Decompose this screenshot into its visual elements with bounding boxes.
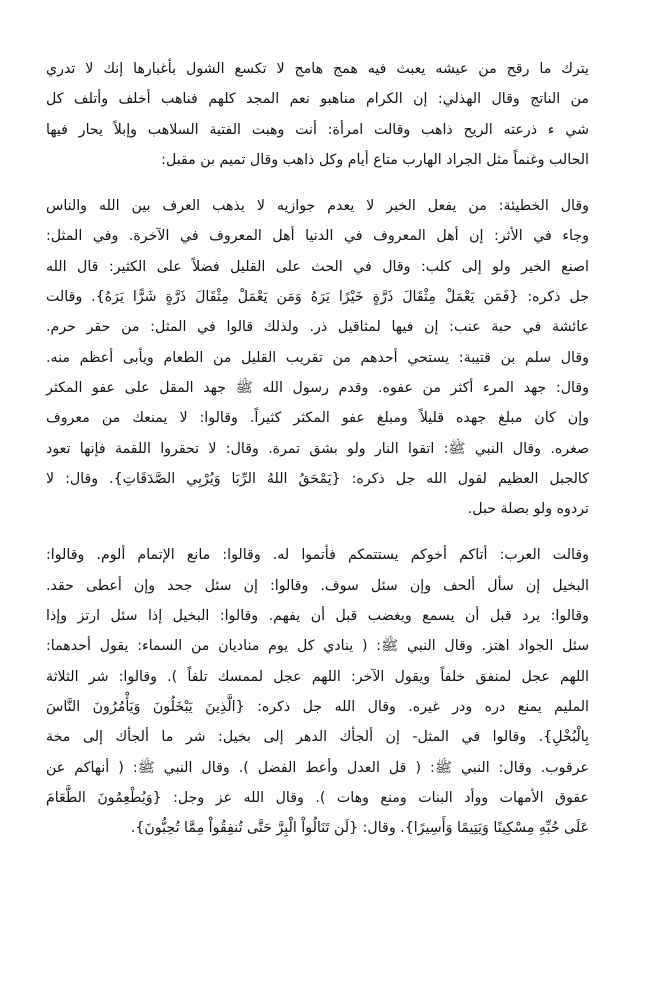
text-line: البخيل إن سأل ألحف وإن سئل سوف. وقالوا: إن سئل جحد وإن أعطى حقد. [46,577,589,594]
paragraph [46,540,603,843]
text-line: جل ذكره: {فَمَن يَعْمَلْ مِثْقَالَ ذَرَّةٍ خَيْرًا يَرَهُ وَمَن يَعْمَلْ مِثْقَالَ ذَرَّةٍ شَرًّا يَرَهُ}. وقالت [46,289,589,306]
paragraph [46,54,603,175]
text-line: عَلَى حُبِّهِ مِسْكِينًا وَيَتِيمًا وَأَسِيرًا}. وقال: {لَن تَنَالُواْ الْبِرَّ حَتَّى تُنفِقُواْ مِمَّا تُحِبُّونَ}. [130,820,589,837]
text-line: شي ء ذرعته الريح ذاهب وقالت امرأة: أنت وهبت الفتية السلاهب وإبلاً يحار فيها [46,121,589,138]
text-line: عائشة في حبة عنب: إن فيها لمثاقيل ذر. ولذلك قالوا في المثل: من حقر حرم. [46,319,589,336]
text-line: صغره. وقال النبي ﷺ: اتقوا النار ولو بشق تمرة. وقال: لا تحقروا اللقمة فإنها تعود [46,440,589,457]
text-line: الحالب وغنماً مثل الجراد الهارب متاع أيام وكل ذاهب وقال تميم بن مقبل: [161,151,589,168]
paragraph-gap [46,524,603,540]
text-line: تردوه ولو بصلة حبل. [467,501,589,518]
text-line: كالجبل العظيم لقول الله جل ذكره: {يَمْحَقُ اللهُ الرِّبَا وَيُرْبِي الصَّدَقَاتِ}. وقال: لا [46,470,589,487]
text-line: وقال سلم بن قتيبة: يستحي أحدهم من تقريب القليل من الطعام ويأبى أعظم منه. [46,349,589,366]
text-line: المليم يمنع دره ودر غيره. وقال الله جل ذكره: {الَّذِينَ يَبْخَلُونَ وَيَأْمُرُونَ النَّاسَ [46,698,589,715]
text-line: وقال: جهد المرء أكثر من عفوه. وقدم رسول الله ﷺ جهد المقل على عفو المكثر [46,379,589,396]
paragraph [46,191,603,524]
text-line: عرقوب. وقال: النبي ﷺ: ( قل العدل وأعط الفضل ). وقال النبي ﷺ: ( أنهاكم عن [46,759,589,776]
text-line: سئل الجواد اهتز. وقال النبي ﷺ: ( ينادي كل يوم مناديان من السماء: يقول أحدهما: [46,638,589,655]
text-line: وقال الخطيئة: من يفعل الخير لا يعدم جوازيه لا يذهب العرف بين الله والناس [46,198,589,215]
text-line: من الناتج وقال الهذلي: إن الكرام مناهبو نعم المجد كلهم فناهب أخلف وأتلف كل [46,91,589,108]
text-line: اصنع الخير ولو إلى كلب: وقال في الحث على القليل فضلاً على الكثير: قال الله [46,258,589,275]
text-line: يترك ما رقح من عيشه يعبث فيه همج هامج لا تكسع الشول بأغبارها إنك لا تدري [46,61,589,77]
text-line: اللهم عجل لمنفق خلفاً ويقول الآخر: اللهم عجل لممسك تلفاً ). وقالوا: شر الثلاثة [46,668,589,685]
text-line: وإن كان مبلغ جهده قليلاً ومبلغ عفو المكثر كثيراً. وقالوا: لا يمنعك من معروف [46,410,589,427]
text-line: وقالت العرب: أتاكم أخوكم يستتمكم فأتموا له. وقالوا: مانع الإتمام ألوم. وقالوا: [46,547,589,564]
text-line: وجاء في الأثر: إن أهل المعروف في الدنيا أهل المعروف في الآخرة. وفي المثل: [46,228,589,245]
text-line: عقوق الأمهات ووأد البنات ومنع وهات ). وقال الله عز وجل: {وَيُطْعِمُونَ الطَّعَامَ [46,789,589,806]
text-line: بِالْبُخْلِ}. وقالوا في المثل- إن ألجأك الدهر إلى بخيل: شر ما ألجأك إلى مخة [46,729,589,746]
text-line: وقالوا: يرد قبل أن يسمع ويغضب قبل أن يفهم. وقالوا: البخيل إذا سئل ارتز وإذا [46,608,589,625]
document-page [46,54,603,843]
paragraph-gap [46,175,603,191]
